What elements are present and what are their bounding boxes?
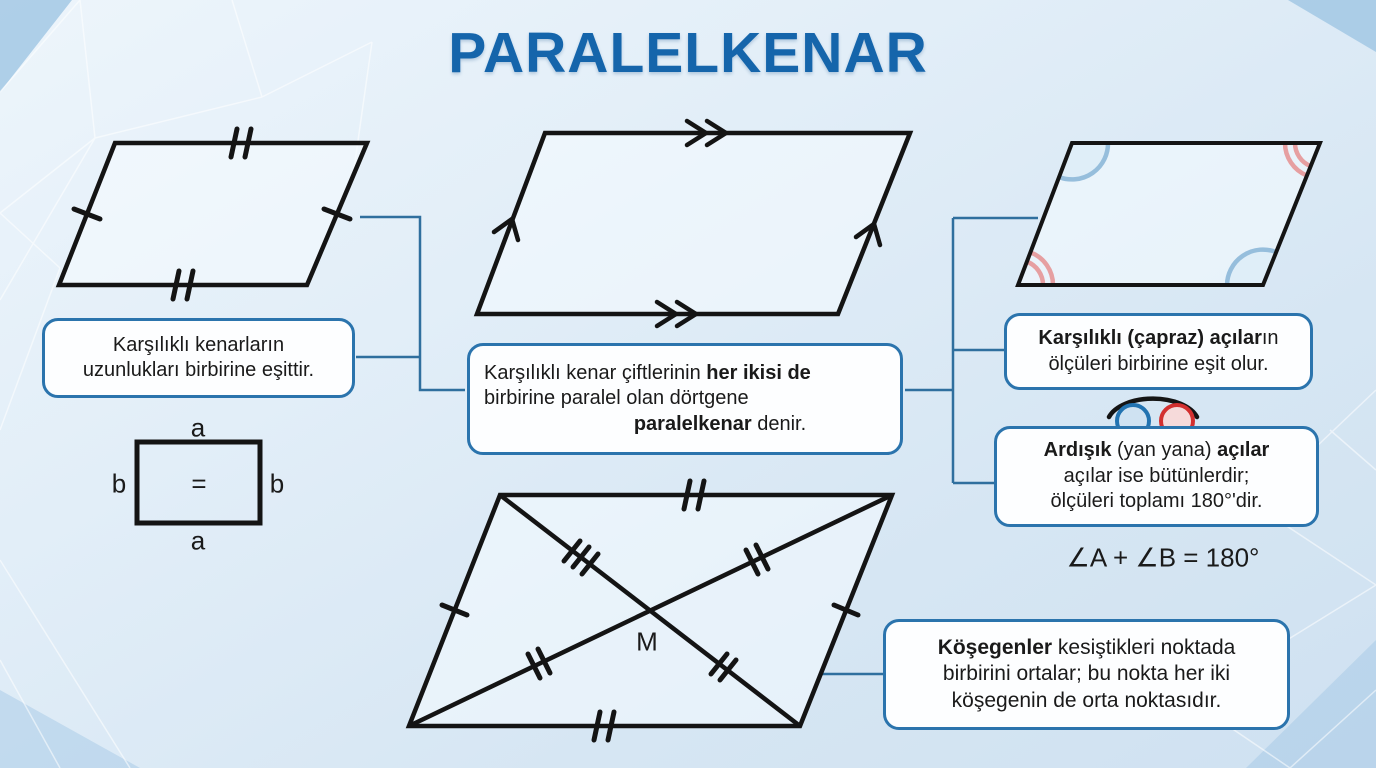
diagonals-line1: Köşegenler kesiştikleri noktada bbox=[937, 635, 1236, 659]
consecutive-angles-line1: Ardışık (yan yana) açılar bbox=[1043, 439, 1270, 462]
connector-left-parallelogram bbox=[360, 217, 465, 390]
definition-line1: Karşılıklı kenar çiftlerinin her ikisi de bbox=[484, 361, 811, 384]
opposite-angles-line1: Karşılıklı (çapraz) açıların bbox=[1038, 327, 1279, 350]
consecutive-angles-line2: açılar ise bütünlerdir; bbox=[1063, 464, 1250, 487]
opposite-sides-box bbox=[42, 318, 355, 398]
side-a-top-label: a bbox=[190, 412, 206, 443]
diagonals-box bbox=[883, 619, 1290, 730]
opposite-angles-box bbox=[1004, 313, 1313, 390]
consecutive-angles-box bbox=[994, 426, 1319, 527]
diagonals-line2: birbirini ortalar; bu nokta her iki bbox=[942, 662, 1231, 686]
equal-sides-parallelogram bbox=[59, 129, 367, 299]
page-title: PARALELKENAR bbox=[448, 21, 928, 85]
parallel-sides-parallelogram bbox=[477, 121, 910, 326]
side-b-right-label: b bbox=[269, 468, 285, 499]
equal-angles-parallelogram bbox=[1018, 143, 1320, 285]
midpoint-label: M bbox=[636, 626, 658, 657]
definition-box bbox=[467, 343, 903, 455]
supplementary-equation: ∠A + ∠B = 180° bbox=[1066, 542, 1260, 573]
opposite-sides-line1: Karşılıklı kenarların bbox=[112, 333, 285, 356]
diagonals-line3: köşegenin de orta noktasıdır. bbox=[951, 688, 1222, 712]
side-b-left-label: b bbox=[111, 468, 127, 499]
definition-line3: paralelkenar denir. bbox=[633, 412, 807, 435]
equals-sign-label: = bbox=[191, 468, 207, 499]
consecutive-angles-line3: ölçüleri toplamı 180°'dir. bbox=[1050, 490, 1263, 513]
diagonals-parallelogram bbox=[409, 481, 892, 740]
side-a-bottom-label: a bbox=[190, 525, 206, 556]
opposite-angles-line2: ölçüleri birbirine eşit olur. bbox=[1048, 352, 1269, 375]
opposite-sides-line2: uzunlukları birbirine eşittir. bbox=[82, 359, 315, 381]
definition-line2: birbirine paralel olan dörtgene bbox=[484, 387, 749, 410]
